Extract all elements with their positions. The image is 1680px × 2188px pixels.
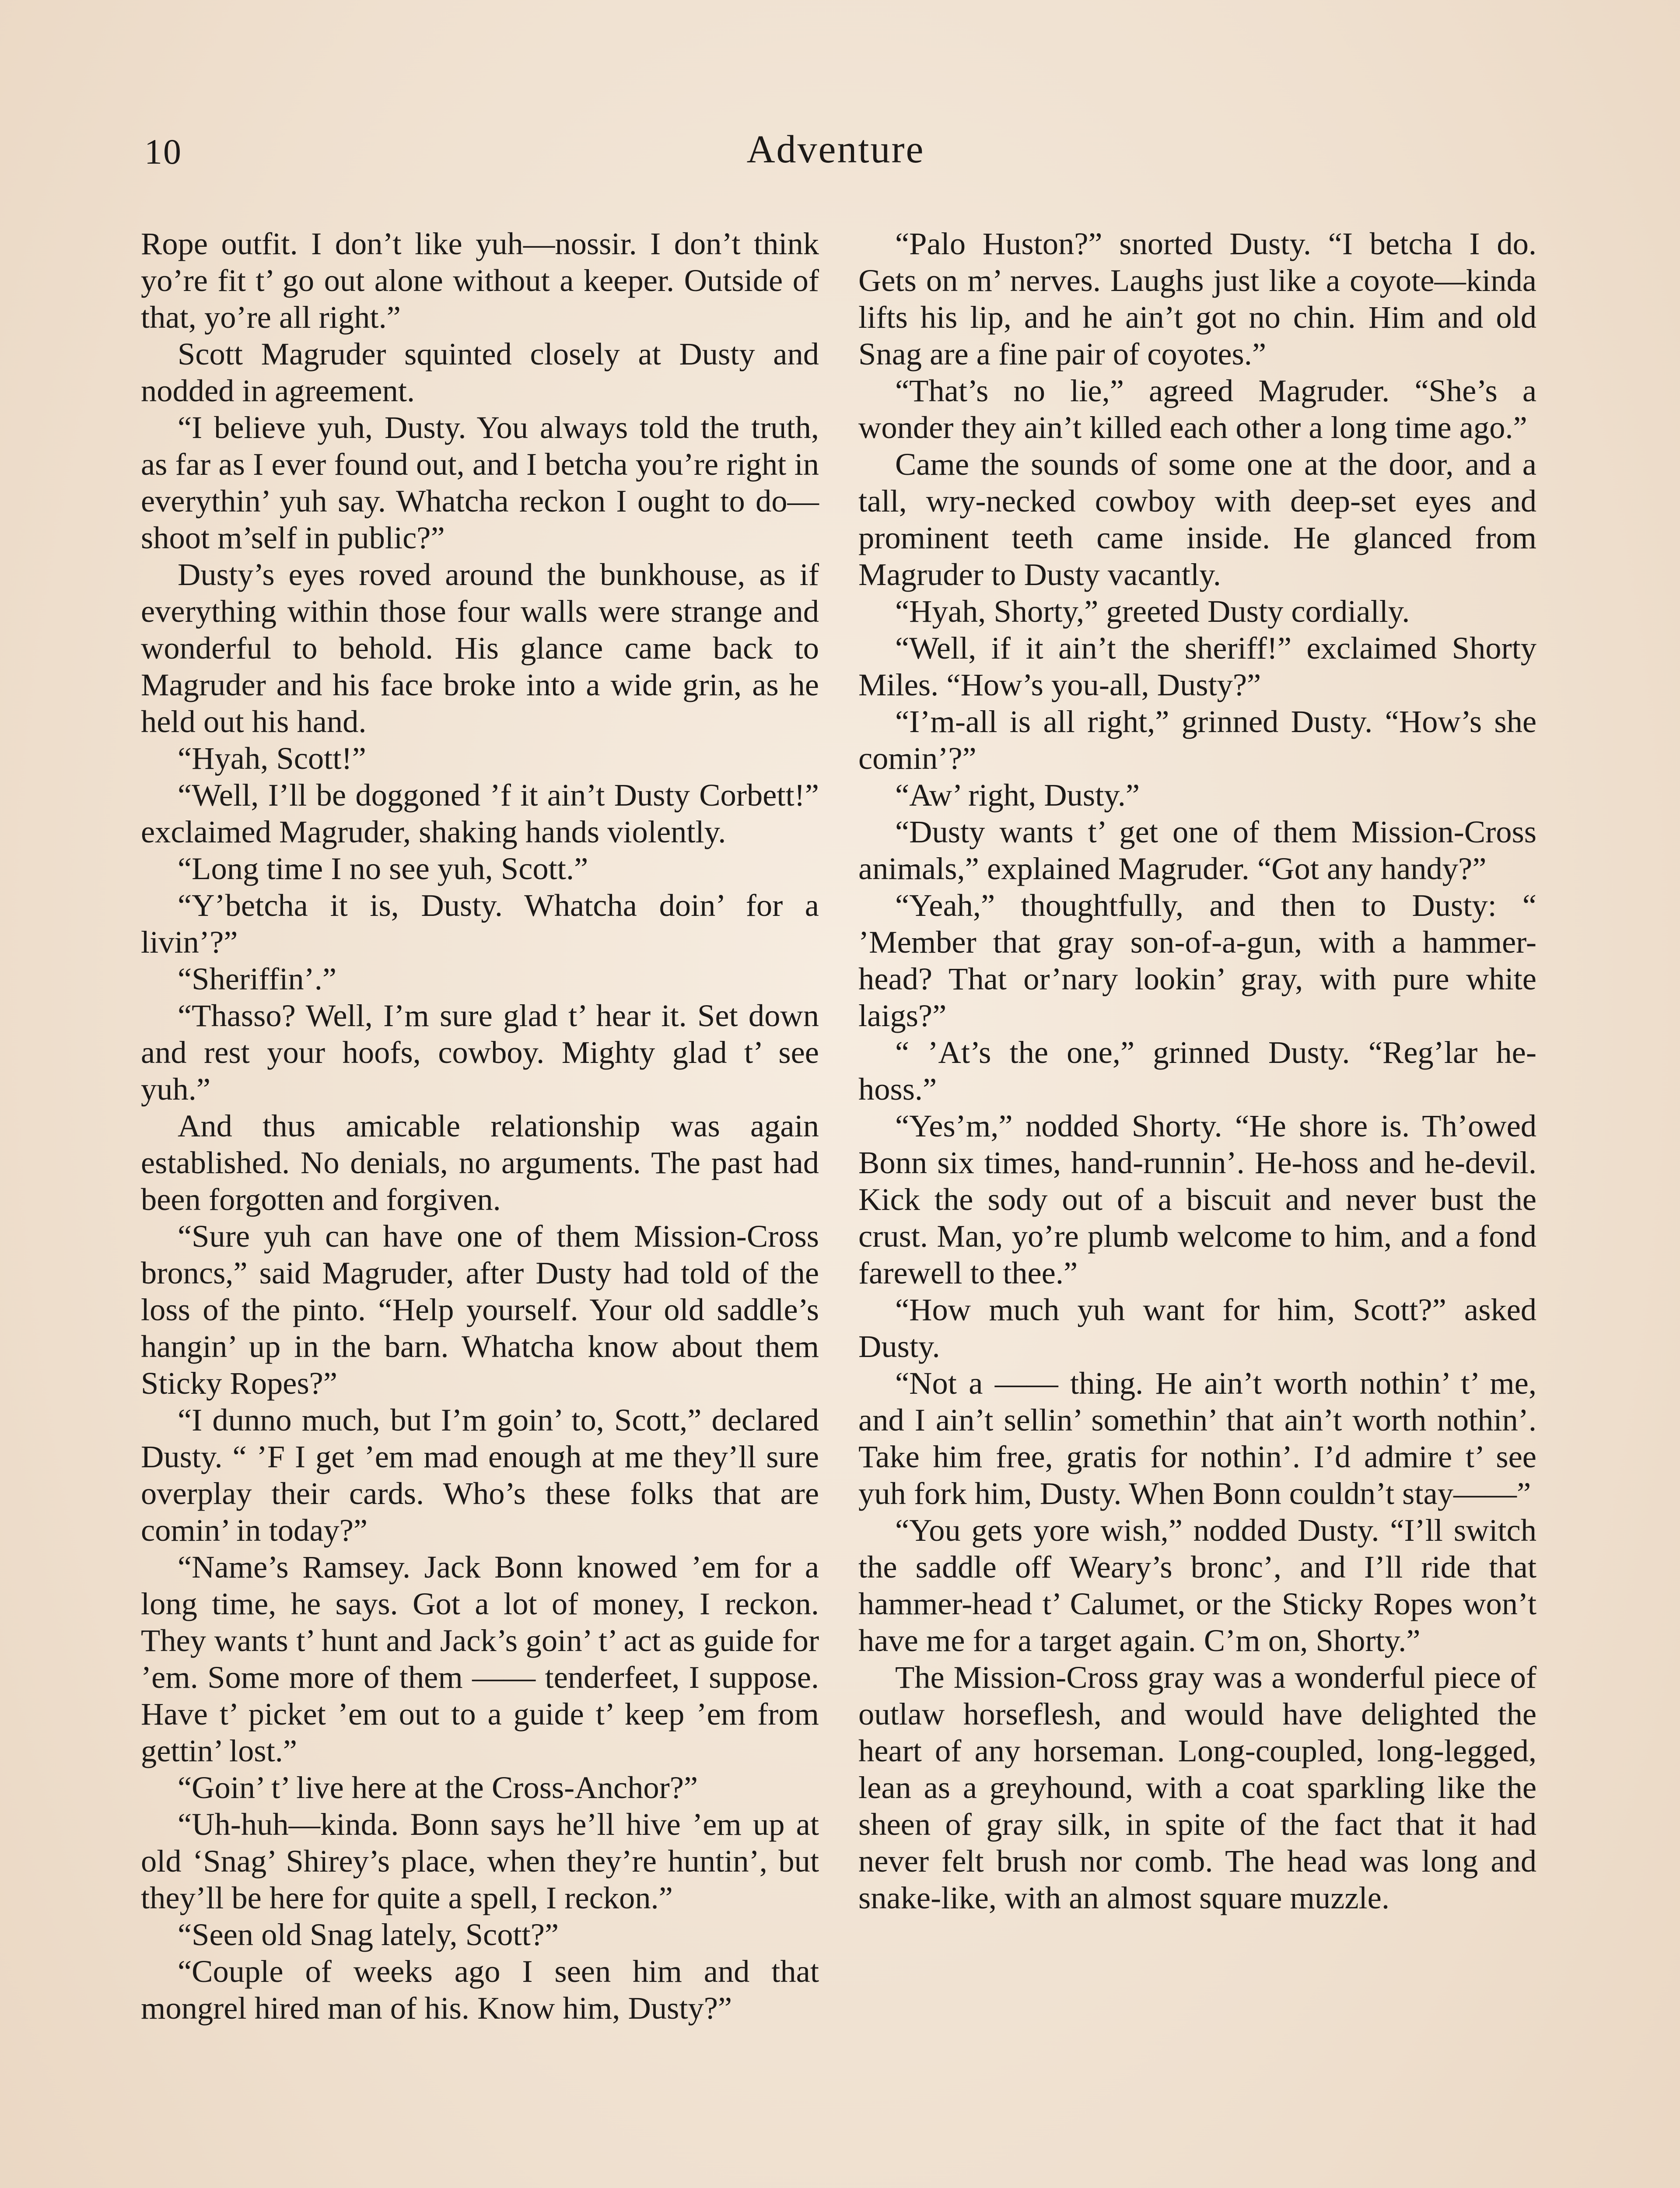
page-number: 10 bbox=[144, 132, 182, 172]
paragraph: “Palo Huston?” snorted Dusty. “I betcha I do. Gets on m’ nerves. Laughs just like a coyote—kinda lifts his lip, and he ain’t got no chin. Him and old Snag are a fine pair of coyotes.” bbox=[858, 226, 1536, 372]
paragraph: Dusty’s eyes roved around the bunkhouse, as if everything within those four walls were strange and wonderful to behold. His glance came back to Magruder and his face broke into a wide grin, as he held out his hand. bbox=[141, 557, 819, 739]
paragraph: “You gets yore wish,” nodded Dusty. “I’ll switch the saddle off Weary’s bronc’, and I’ll ride that hammer-head t’ Calumet, or the Sticky Ropes won’t have me for a target again. C’m on, Shorty.” bbox=[858, 1512, 1536, 1658]
paragraph: “Thasso? Well, I’m sure glad t’ hear it. Set down and rest your hoofs, cowboy. Mighty glad t’ see yuh.” bbox=[141, 998, 819, 1107]
paragraph: “Well, I’ll be doggoned ’f it ain’t Dusty Corbett!” exclaimed Magruder, shaking hands violently. bbox=[141, 777, 819, 849]
paragraph: “Aw’ right, Dusty.” bbox=[895, 777, 1140, 813]
paragraph: And thus amicable relationship was again established. No denials, no arguments. The past had been forgotten and forgiven. bbox=[141, 1108, 819, 1217]
paragraph: “ ’At’s the one,” grinned Dusty. “Reg’lar he-hoss.” bbox=[858, 1034, 1536, 1107]
paragraph: “Seen old Snag lately, Scott?” bbox=[178, 1917, 559, 1952]
paragraph: “Uh-huh—kinda. Bonn says he’ll hive ’em up at old ‘Snag’ Shirey’s place, when they’re huntin’, but they’ll be here for quite a spell, I reckon.” bbox=[141, 1806, 819, 1915]
paragraph: “Couple of weeks ago I seen him and that mongrel hired man of his. Know him, Dusty?” bbox=[141, 1953, 819, 2026]
paragraph: “Yeah,” thoughtfully, and then to Dusty: “ ’Member that gray son-of-a-gun, with a hammer-head? That or’nary lookin’ gray, with pure white laigs?” bbox=[858, 887, 1536, 1033]
running-title: Adventure bbox=[746, 128, 925, 171]
paragraph: Rope outfit. I don’t like yuh—nossir. I don’t think yo’re fit t’ go out alone without a keeper. Outside of that, yo’re all right.” bbox=[141, 226, 819, 335]
paragraph: “I dunno much, but I’m goin’ to, Scott,” declared Dusty. “ ’F I get ’em mad enough at me they’ll sure overplay their cards. Who’s these folks that are comin’ in today?” bbox=[141, 1402, 819, 1548]
paragraph: “Sheriffin’.” bbox=[178, 961, 337, 996]
page-header bbox=[131, 127, 1540, 188]
paragraph: “I believe yuh, Dusty. You always told the truth, as far as I ever found out, and I betcha you’re right in everythin’ yuh say. Whatcha reckon I ought to do—shoot m’self in public?” bbox=[141, 410, 819, 555]
paragraph: “Goin’ t’ live here at the Cross-Anchor?” bbox=[178, 1770, 698, 1805]
paragraph: “Not a —— thing. He ain’t worth nothin’ t’ me, and I ain’t sellin’ somethin’ that ain’t worth nothin’. Take him free, gratis for nothin’. I’d admire t’ see yuh fork him, Dusty. When Bonn couldn’t stay——” bbox=[858, 1365, 1536, 1511]
text-column-left bbox=[141, 225, 819, 2027]
paragraph: “Long time I no see yuh, Scott.” bbox=[178, 851, 588, 886]
paragraph: “That’s no lie,” agreed Magruder. “She’s a wonder they ain’t killed each other a long time ago.” bbox=[858, 373, 1536, 445]
paragraph: Came the sounds of some one at the door, and a tall, wry-necked cowboy with deep-set eyes and prominent teeth came inside. He glanced from Magruder to Dusty vacantly. bbox=[858, 446, 1536, 592]
paragraph: “Yes’m,” nodded Shorty. “He shore is. Th’owed Bonn six times, hand-runnin’. He-hoss and he-devil. Kick the sody out of a biscuit and never bust the crust. Man, yo’re plumb welcome to him, and a fond farewell to thee.” bbox=[858, 1108, 1536, 1290]
paragraph: “Y’betcha it is, Dusty. Whatcha doin’ for a livin’?” bbox=[141, 887, 819, 960]
paragraph: The Mission-Cross gray was a wonderful piece of outlaw horseflesh, and would have delighted the heart of any horseman. Long-coupled, long-legged, lean as a greyhound, with a coat sparkling like the sheen of gray silk, in spite of the fact that it had never felt brush nor comb. The head was long and snake-like, with an almost square muzzle. bbox=[858, 1659, 1536, 1915]
paragraph: “Well, if it ain’t the sheriff!” exclaimed Shorty Miles. “How’s you-all, Dusty?” bbox=[858, 630, 1536, 702]
paragraph: “How much yuh want for him, Scott?” asked Dusty. bbox=[858, 1292, 1536, 1364]
paragraph: “Sure yuh can have one of them Mission-Cross broncs,” said Magruder, after Dusty had told of the loss of the pinto. “Help yourself. Your old saddle’s hangin’ up in the barn. Whatcha know about them Sticky Ropes?” bbox=[141, 1218, 819, 1401]
paragraph: Scott Magruder squinted closely at Dusty and nodded in agreement. bbox=[141, 336, 819, 408]
text-column-right bbox=[858, 225, 1536, 1916]
paragraph: “Hyah, Scott!” bbox=[178, 740, 366, 776]
paragraph: “Dusty wants t’ get one of them Mission-Cross animals,” explained Magruder. “Got any handy?” bbox=[858, 814, 1536, 886]
paragraph: “Hyah, Shorty,” greeted Dusty cordially. bbox=[895, 593, 1410, 629]
paragraph: “Name’s Ramsey. Jack Bonn knowed ’em for a long time, he says. Got a lot of money, I reckon. They wants t’ hunt and Jack’s goin’ t’ act as guide for ’em. Some more of them —— tenderfeet, I suppose. Have t’ picket ’em out to a guide t’ keep ’em from gettin’ lost.” bbox=[141, 1549, 819, 1768]
paragraph: “I’m-all is all right,” grinned Dusty. “How’s she comin’?” bbox=[858, 704, 1536, 776]
